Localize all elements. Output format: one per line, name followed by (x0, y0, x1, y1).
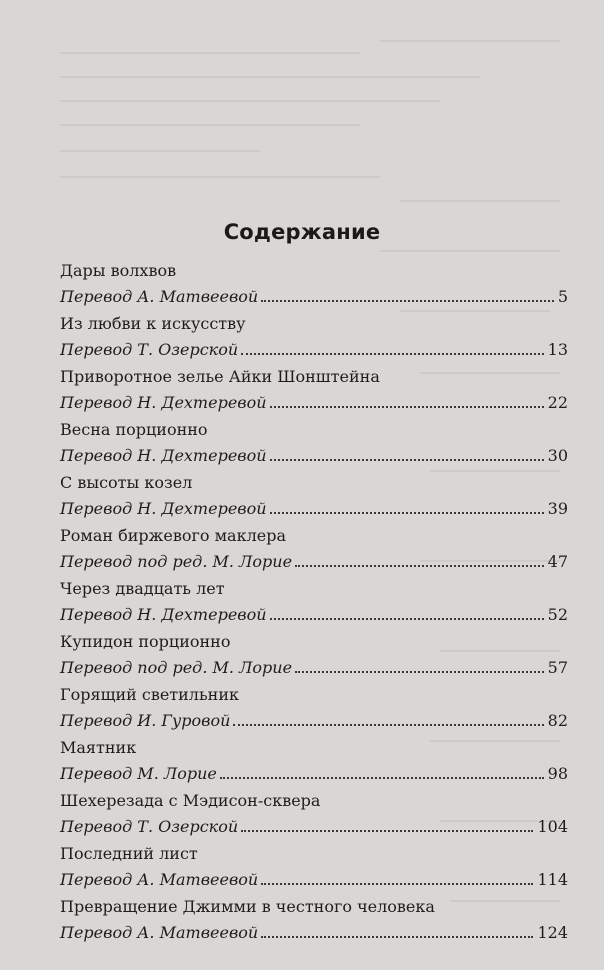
translator-line (60, 921, 568, 945)
translator: Перевод под ред. М. Лорие (60, 552, 293, 571)
story-title: Купидон порционно (60, 632, 231, 651)
translator-line (60, 497, 568, 521)
page-number: 13 (547, 340, 568, 359)
translator: Перевод Т. Озерской (60, 340, 239, 359)
dot-leader (261, 882, 533, 885)
dot-leader (261, 935, 533, 938)
translator-line (60, 762, 568, 786)
story-title: Весна порционно (60, 420, 208, 439)
translator: Перевод Н. Дехтеревой (60, 393, 267, 412)
translator: Перевод Н. Дехтеревой (60, 499, 267, 518)
translator-line (60, 285, 568, 309)
dot-leader (241, 829, 533, 832)
page-number: 114 (537, 870, 568, 889)
translator-line (60, 603, 568, 627)
translator: Перевод А. Матвеевой (60, 870, 259, 889)
dot-leader (233, 723, 543, 726)
page-number: 104 (537, 817, 568, 836)
story-title: Последний лист (60, 844, 198, 863)
translator-line (60, 709, 568, 733)
translator: Перевод А. Матвеевой (60, 287, 259, 306)
story-title: Приворотное зелье Айки Шонштейна (60, 367, 380, 386)
translator-line (60, 444, 568, 468)
dot-leader (241, 352, 543, 355)
toc-entry (60, 524, 568, 577)
page-number: 98 (547, 764, 568, 783)
page-number: 57 (547, 658, 568, 677)
toc-entry (60, 365, 568, 418)
toc-entry (60, 312, 568, 365)
translator: Перевод М. Лорие (60, 764, 217, 783)
dot-leader (270, 511, 544, 514)
toc-entry (60, 789, 568, 842)
translator-line (60, 815, 568, 839)
translator: Перевод И. Гуровой (60, 711, 231, 730)
toc-entry (60, 736, 568, 789)
toc-entry (60, 842, 568, 895)
dot-leader (295, 564, 544, 567)
translator: Перевод А. Матвеевой (60, 923, 259, 942)
page-number: 5 (557, 287, 568, 306)
toc-entry (60, 418, 568, 471)
translator-line (60, 868, 568, 892)
translator-line (60, 338, 568, 362)
story-title: Дары волхвов (60, 261, 177, 280)
translator-line (60, 656, 568, 680)
translator: Перевод под ред. М. Лорие (60, 658, 293, 677)
translator: Перевод Н. Дехтеревой (60, 446, 267, 465)
story-title: Превращение Джимми в честного человека (60, 897, 435, 916)
story-title: Горящий светильник (60, 685, 240, 704)
story-title: С высоты козел (60, 473, 193, 492)
toc-entry (60, 630, 568, 683)
story-title: Из любви к искусству (60, 314, 246, 333)
story-title: Шехерезада с Мэдисон-сквера (60, 791, 321, 810)
page-number: 82 (547, 711, 568, 730)
dot-leader (270, 458, 544, 461)
story-title: Маятник (60, 738, 137, 757)
dot-leader (270, 617, 544, 620)
translator: Перевод Т. Озерской (60, 817, 239, 836)
dot-leader (261, 299, 554, 302)
table-of-contents (60, 259, 568, 948)
page-number: 47 (547, 552, 568, 571)
page-number: 124 (537, 923, 568, 942)
dot-leader (295, 670, 544, 673)
translator-line (60, 391, 568, 415)
page-number: 39 (547, 499, 568, 518)
page-number: 30 (547, 446, 568, 465)
translator-line (60, 550, 568, 574)
toc-entry (60, 577, 568, 630)
page-title: Содержание (223, 220, 381, 245)
translator: Перевод Н. Дехтеревой (60, 605, 267, 624)
story-title: Роман биржевого маклера (60, 526, 286, 545)
page-number: 52 (547, 605, 568, 624)
toc-entry (60, 259, 568, 312)
story-title: Через двадцать лет (60, 579, 225, 598)
dot-leader (220, 776, 544, 779)
dot-leader (270, 405, 544, 408)
toc-entry (60, 471, 568, 524)
page-number: 22 (547, 393, 568, 412)
toc-entry (60, 895, 568, 948)
toc-entry (60, 683, 568, 736)
